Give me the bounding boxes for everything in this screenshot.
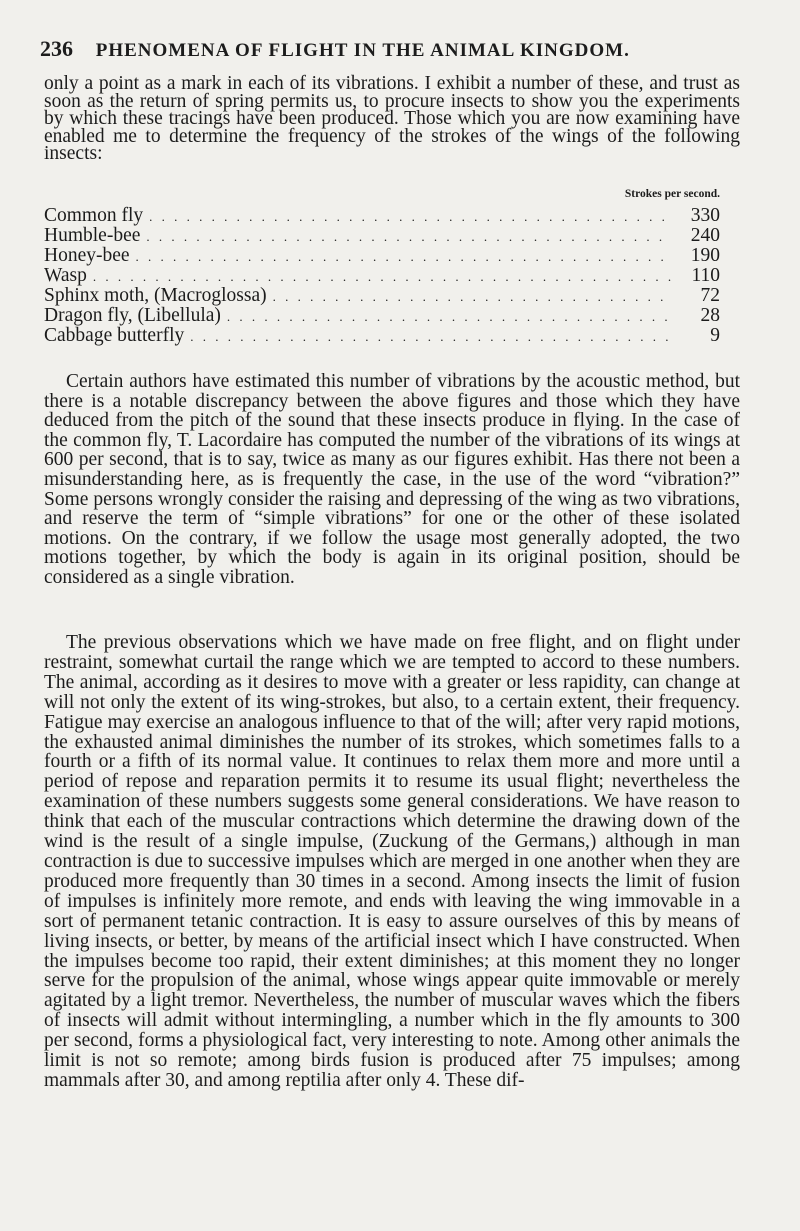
- table-row: [44, 286, 720, 306]
- strokes-value: 330: [690, 205, 720, 226]
- strokes-value: 9: [710, 325, 720, 346]
- running-title: PHENOMENA OF FLIGHT IN THE ANIMAL KINGDOM.: [95, 40, 630, 61]
- strokes-value: 110: [691, 265, 720, 286]
- page-number: 236: [40, 36, 73, 61]
- insect-name: Humble-bee: [44, 225, 141, 246]
- table-row: [44, 226, 720, 246]
- strokes-value: 190: [690, 245, 720, 266]
- leader-dots: [146, 227, 672, 246]
- table-row: [44, 266, 720, 286]
- insect-name: Wasp: [44, 265, 87, 286]
- paragraph-intro-text: only a point as a mark in each of its vibrations. I exhibit a number of these, and trust as soon as the return of spring permits us, to procure insects to show you the experiments by which these tracings have been produced. Those which you are now examining have enabled me to determine the frequency of the strokes of the wings of the following insects:: [44, 73, 740, 165]
- leader-dots: [149, 207, 672, 226]
- insect-name: Sphinx moth, (Macroglossa): [44, 285, 267, 306]
- insect-name: Honey-bee: [44, 245, 130, 266]
- table-row: [44, 326, 720, 346]
- table-row: [44, 206, 720, 226]
- paragraph-observations-text: The previous observations which we have made on free flight, and on flight under restraint, somewhat curtail the range which we are tempted to accord to these numbers. The animal, according as it desires to move with a greater or less rapidity, can change at will not only the extent of its wing-strokes, but also, to a certain extent, their frequency. Fatigue may exercise an analogous influence to that of the will; after very rapid motions, the exhausted animal diminishes the number of its strokes, which sometimes falls to a fourth or a fifth of its normal value. It continues to relax them more and more until a period of repose and reparation permits it to resume its usual flight; nevertheless the examination of these numbers suggests some general considerations. We have reason to think that each of the muscular contractions which determine the drawing down of the wind is the result of a single impulse, (Zuckung of the Germans,) although in man contraction is due to successive impulses which are merged in one another when they are produced more frequently than 30 times in a second. Among insects the limit of fusion of impulses is infinitely more remote, and ends with leaving the wing immovable in a sort of permanent tetanic contraction. It is easy to assure ourselves of this by means of living insects, or better, by means of the artificial insect which I have constructed. When the impulses become too rapid, their extent diminishes; at this moment they no longer serve for the propulsion of the animal, whose wings appear quite immovable or merely agitated by a light tremor. Nevertheless, the number of muscular waves which the fibers of insects will admit without intermingling, a number which in the fly amounts to 300 per second, forms a physiological fact, very interesting to note. Among other animals the limit is not so remote; among birds fusion is produced after 75 impulses; among mammals after 30, and among reptilia after only 4. These dif-: [44, 632, 740, 1091]
- leader-dots: [93, 267, 672, 286]
- wing-strokes-table: [44, 188, 720, 346]
- leader-dots: [273, 287, 672, 306]
- leader-dots: [227, 307, 672, 326]
- table-row: [44, 246, 720, 266]
- insect-name: Dragon fly, (Libellula): [44, 305, 221, 326]
- insect-name: Cabbage butterfly: [44, 325, 185, 346]
- paragraph-intro: [44, 75, 740, 163]
- insect-name: Common fly: [44, 205, 144, 226]
- strokes-value: 72: [700, 285, 720, 306]
- table-column-header: Strokes per second.: [624, 188, 720, 200]
- paragraph-observations: [44, 633, 740, 1091]
- paragraph-acoustic-text: Certain authors have estimated this number of vibrations by the acoustic method, but there is a notable discrepancy between the above figures and those which they have deduced from the pitch of the sound that these insects produce in flying. In the case of the common fly, T. Lacordaire has computed the number of the vibrations of its wings at 600 per second, that is to say, twice as many as our figures exhibit. Has there not been a misunderstanding here, as is frequently the case, in the use of the word “vibration?” Some persons wrongly consider the raising and depressing of the wing as two vibrations, and reserve the term of “simple vibrations” for one or the other of these isolated motions. On the contrary, if we follow the usage most generally adopted, the two motions together, by which the body is again in its original position, should be considered as a single vibration.: [44, 371, 740, 588]
- paragraph-acoustic: [44, 372, 740, 588]
- strokes-value: 240: [690, 225, 720, 246]
- leader-dots: [136, 247, 672, 266]
- page-header: [40, 36, 740, 62]
- table-row: [44, 306, 720, 326]
- leader-dots: [190, 327, 672, 346]
- strokes-value: 28: [700, 305, 720, 326]
